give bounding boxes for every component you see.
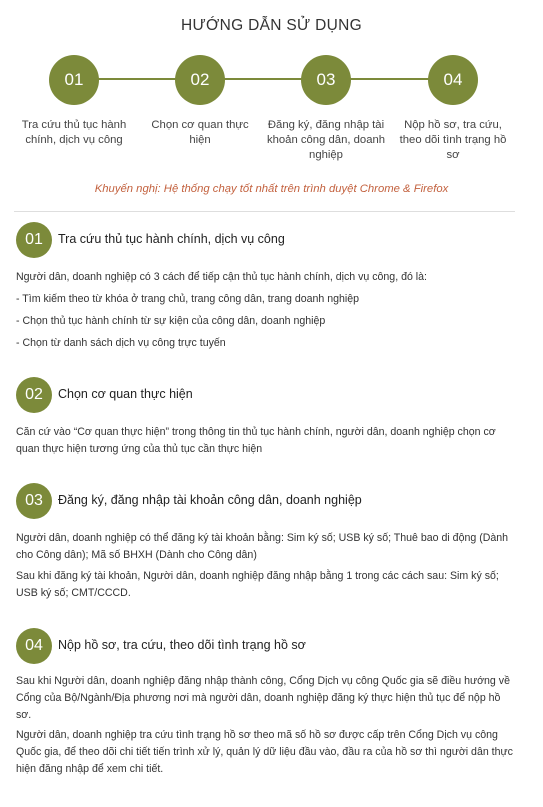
section-paragraph: Người dân, doanh nghiệp có 3 cách để tiếp cận thủ tục hành chính, dịch vụ công, đó là:	[16, 271, 427, 283]
step-number-circle: 03	[301, 55, 351, 105]
section-header	[16, 628, 516, 665]
section-number-circle: 03	[16, 483, 52, 519]
section-paragraph: Sau khi Người dân, doanh nghiệp đăng nhập thành công, Cổng Dịch vụ công Quốc gia sẽ điều hướng về Cổng của Bộ/Ngành/Địa phương nơi mà người dân, doanh nghiệp đăng ký thực hiện thủ tục để nộp hồ sơ.	[16, 675, 510, 721]
section-header	[16, 377, 516, 414]
section-02	[16, 377, 516, 458]
step-03[interactable]	[266, 55, 386, 163]
section-number-circle: 01	[16, 222, 52, 258]
section-list-item: - Chọn thủ tục hành chính từ sự kiện của công dân, doanh nghiệp	[16, 315, 326, 327]
divider	[14, 211, 515, 212]
section-03	[16, 483, 516, 602]
page-title: HƯỚNG DẪN SỬ DỤNG	[181, 17, 362, 34]
section-body	[16, 424, 516, 458]
section-heading: Tra cứu thủ tục hành chính, dịch vụ công	[58, 232, 285, 246]
section-paragraph: Sau khi đăng ký tài khoản, Người dân, doanh nghiệp đăng nhập bằng 1 trong các cách sau: Sim ký số; USB ký số; CMT/CCCD.	[16, 570, 499, 599]
step-label: Đăng ký, đăng nhập tài khoản công dân, doanh nghiệp	[266, 119, 386, 161]
section-01	[16, 222, 516, 352]
step-01[interactable]	[14, 55, 134, 148]
section-heading: Nộp hồ sơ, tra cứu, theo dõi tình trạng hồ sơ	[58, 638, 306, 652]
section-body	[16, 673, 516, 778]
steps-timeline	[0, 55, 543, 175]
section-number-circle: 04	[16, 628, 52, 664]
step-number-circle: 01	[49, 55, 99, 105]
section-body	[16, 530, 516, 602]
section-heading: Chọn cơ quan thực hiện	[58, 387, 193, 401]
section-paragraph: Người dân, doanh nghiệp có thể đăng ký tài khoản bằng: Sim ký số; USB ký số; Thuê bao di động (Dành cho Công dân); Mã số BHXH (Dành cho Công dân)	[16, 532, 509, 561]
section-paragraph: Căn cứ vào “Cơ quan thực hiện” trong thông tin thủ tục hành chính, người dân, doanh nghiệp chọn cơ quan thực hiện tương ứng của thủ tục cần thực hiện	[16, 426, 496, 455]
section-04	[16, 628, 516, 778]
section-header	[16, 483, 516, 520]
step-label: Nộp hồ sơ, tra cứu, theo dõi tình trạng hồ sơ	[399, 119, 507, 161]
section-list-item: - Tìm kiếm theo từ khóa ở trang chủ, trang công dân, trang doanh nghiệp	[16, 293, 360, 305]
section-body	[16, 269, 516, 352]
browser-recommendation: Khuyến nghị: Hệ thống chạy tốt nhất trên trình duyệt Chrome & Firefox	[94, 183, 449, 195]
step-label: Chọn cơ quan thực hiện	[151, 119, 249, 146]
section-number-circle: 02	[16, 377, 52, 413]
step-04[interactable]	[393, 55, 513, 163]
section-heading: Đăng ký, đăng nhập tài khoản công dân, doanh nghiệp	[58, 493, 362, 507]
step-number-circle: 02	[175, 55, 225, 105]
section-header	[16, 222, 516, 259]
section-paragraph: Người dân, doanh nghiệp tra cứu tình trạng hồ sơ theo mã số hồ sơ được cấp trên Cổng Dịch vụ công Quốc gia, để theo dõi chi tiết tiến trình xử lý, quản lý dữ liệu đầu vào, đầu ra của hồ sơ thì người dân thực hiện đăng nhập để xem chi tiết.	[16, 729, 513, 775]
step-02[interactable]	[140, 55, 260, 148]
step-number-circle: 04	[428, 55, 478, 105]
section-list-item: - Chọn từ danh sách dịch vụ công trực tuyến	[16, 337, 226, 349]
step-label: Tra cứu thủ tục hành chính, dịch vụ công	[21, 119, 127, 146]
